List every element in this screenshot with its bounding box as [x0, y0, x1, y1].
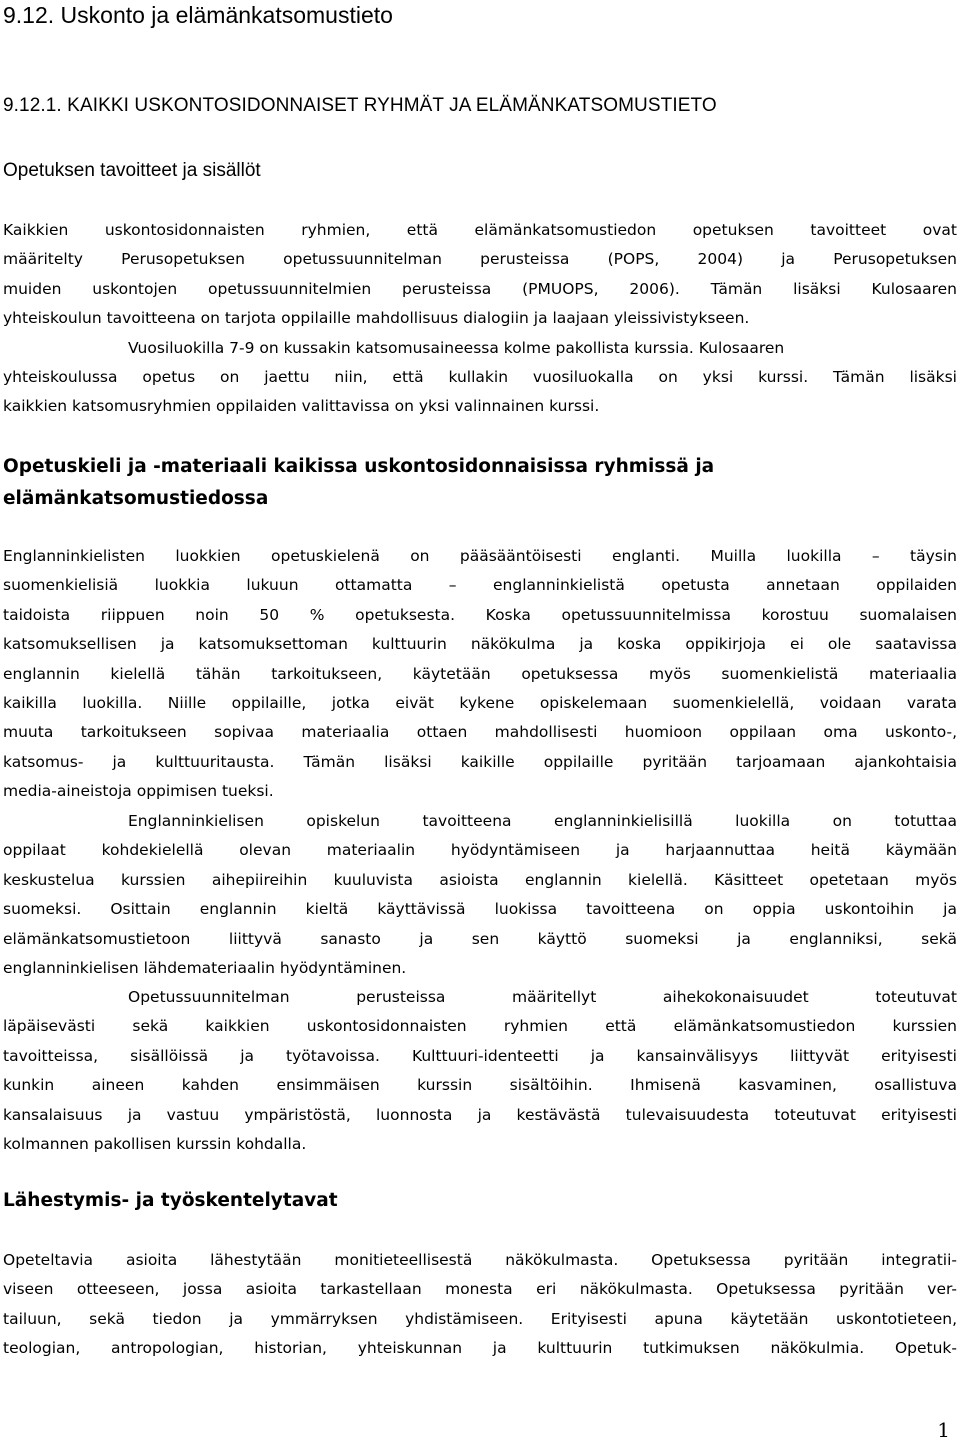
- text-line: englanninkielisen lähdemateriaalin hyödyntäminen.: [3, 959, 407, 978]
- text-line: läpäisevästi sekä kaikkien uskontosidonnaisten ryhmien että elämänkatsomustiedon kurssien: [3, 1017, 957, 1036]
- text-line: kolmannen pakollisen kurssin kohdalla.: [3, 1135, 307, 1154]
- intro-paragraph: [3, 216, 957, 422]
- heading-line: Opetuskieli ja -materiaali kaikissa uskontosidonnaisissa ryhmissä ja: [3, 456, 715, 477]
- text-line: suomeksi. Osittain englannin kieltä käyttävissä luokissa tavoitteena on oppia uskontoihin ja: [3, 900, 957, 919]
- text-line: keskustelua kurssien aihepiireihin kuuluvista asioista englannin kielellä. Käsitteet opetetaan myös: [3, 870, 957, 889]
- text-line: Englanninkielisen opiskelun tavoitteena englanninkielisillä luokilla on totuttaa: [128, 812, 957, 830]
- text-line: määritelty Perusopetuksen opetussuunnitelman perusteissa (POPS, 2004) ja Perusopetuksen: [3, 250, 957, 269]
- text-line: kaikilla luokilla. Niille oppilaille, jotka eivät kykene opiskelemaan suomenkielellä, voidaan varata: [3, 694, 957, 713]
- english-teaching-paragraph: [3, 807, 957, 983]
- text-line: yhteiskoulun tavoitteena on tarjota oppilaille mahdollisuus dialogiin ja laajaan yleissivistykseen.: [3, 309, 750, 328]
- section-heading: 9.12. Uskonto ja elämänkatsomustieto: [3, 2, 393, 28]
- cross-curricular-paragraph: [3, 983, 957, 1159]
- subsection-heading: 9.12.1. KAIKKI USKONTOSIDONNAISET RYHMÄT JA ELÄMÄNKATSOMUSTIETO: [3, 95, 717, 116]
- text-line: viseen otteeseen, jossa asioita tarkastellaan monesta eri näkökulmasta. Opetuksessa pyritään ver-: [3, 1280, 957, 1299]
- page-number: 1: [937, 1418, 950, 1442]
- text-line: kunkin aineen kahden ensimmäisen kurssin sisältöihin. Ihmisenä kasvaminen, osallistuva: [3, 1076, 957, 1095]
- text-line: elämänkatsomustietoon liittyvä sanasto ja sen käyttö suomeksi ja englanniksi, sekä: [3, 929, 957, 948]
- text-line: Opeteltavia asioita lähestytään monitieteellisestä näkökulmasta. Opetuksessa pyritään integratii-: [3, 1251, 957, 1269]
- language-paragraph: [3, 542, 957, 807]
- text-line: Kaikkien uskontosidonnaisten ryhmien, että elämänkatsomustiedon opetuksen tavoitteet ovat: [3, 221, 957, 239]
- text-line: muiden uskontojen opetussuunnitelmien perusteissa (PMUOPS, 2006). Tämän lisäksi Kulosaaren: [3, 279, 957, 298]
- text-line: katsomuksellisen ja katsomuksettoman kulttuurin näkökulma ja koska oppikirjoja ei ole saatavissa: [3, 635, 957, 654]
- text-line: kansalaisuus ja vastuu ympäristöstä, luonnosta ja kestävästä tulevaisuudesta toteutuvat erityisesti: [3, 1105, 957, 1124]
- text-line: taidoista riippuen noin 50 % opetuksesta. Koska opetussuunnitelmissa korostuu suomalaisen: [3, 605, 957, 624]
- heading-line: elämänkatsomustiedossa: [3, 488, 269, 509]
- text-line: teologian, antropologian, historian, yhteiskunnan ja kulttuurin tutkimuksen näkökulmia. Opetuk-: [3, 1339, 957, 1358]
- text-line: oppilaat kohdekielellä olevan materiaalin hyödyntämiseen ja harjaannuttaa heitä käymään: [3, 841, 957, 860]
- text-line: yhteiskoulussa opetus on jaettu niin, että kullakin vuosiluokalla on yksi kurssi. Tämän lisäksi: [3, 368, 957, 387]
- goals-heading: Opetuksen tavoitteet ja sisällöt: [3, 160, 261, 181]
- text-line: tavoitteissa, sisällöissä ja työtavoissa. Kulttuuri-identeetti ja kansainvälisyys liittyvät erityisesti: [3, 1046, 957, 1065]
- text-line: tailuun, sekä tiedon ja ymmärryksen yhdistämiseen. Erityisesti apuna käytetään uskontotieteen,: [3, 1309, 957, 1328]
- language-heading: [3, 451, 714, 515]
- text-line: media-aineistoja oppimisen tueksi.: [3, 782, 274, 801]
- text-line: muuta tarkoitukseen sopivaa materiaalia ottaen mahdollisesti huomioon oppilaan oma uskonto-,: [3, 723, 957, 742]
- text-line: Opetussuunnitelman perusteissa määritellyt aihekokonaisuudet toteutuvat: [128, 988, 957, 1006]
- text-line: Englanninkielisten luokkien opetuskielenä on pääsääntöisesti englanti. Muilla luokilla – täysin: [3, 547, 957, 565]
- text-line: suomenkielisiä luokkia lukuun ottamatta – englanninkielistä opetusta annetaan oppilaiden: [3, 576, 957, 595]
- methods-heading: [3, 1185, 338, 1217]
- heading-line: Lähestymis- ja työskentelytavat: [3, 1190, 338, 1211]
- text-line: englannin kielellä tähän tarkoitukseen, käytetään opetuksessa myös suomenkielistä materiaalia: [3, 664, 957, 683]
- text-line: Vuosiluokilla 7-9 on kussakin katsomusaineessa kolme pakollista kurssia. Kulosaaren: [128, 338, 785, 357]
- text-line: kaikkien katsomusryhmien oppilaiden valittavissa on yksi valinnainen kurssi.: [3, 397, 600, 416]
- text-line: katsomus- ja kulttuuritausta. Tämän lisäksi kaikille oppilaille pyritään tarjoamaan ajankohtaisia: [3, 752, 957, 771]
- methods-paragraph: [3, 1246, 957, 1364]
